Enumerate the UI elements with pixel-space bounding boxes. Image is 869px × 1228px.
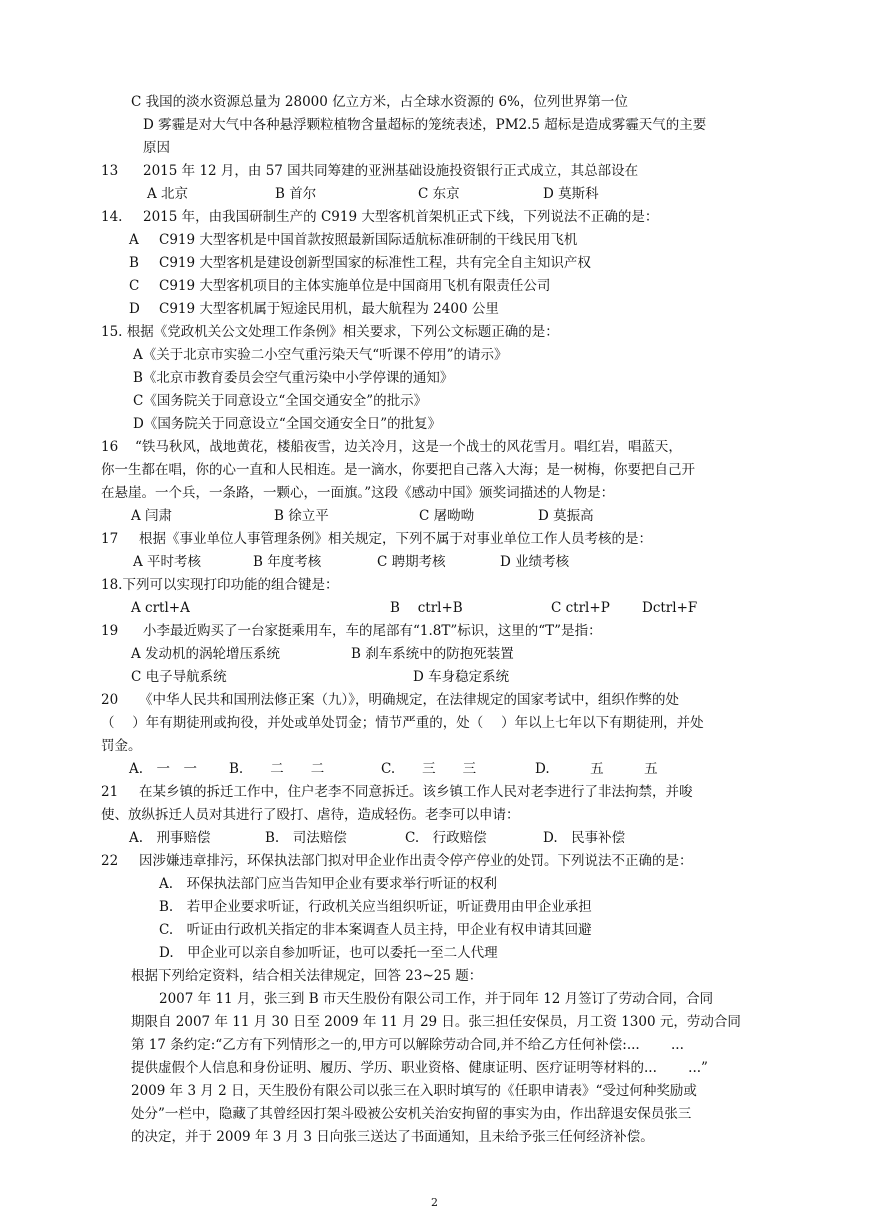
q21-option-a: A. 刑事赔偿 [129, 830, 211, 846]
q15-stem: 15. 根据《党政机关公文处理工作条例》相关要求，下列公文标题正确的是： [101, 324, 559, 340]
q22-number: 22 [101, 853, 119, 869]
q21-option-d: D. 民事补偿 [543, 830, 626, 846]
q14-option-a: C919 大型客机是中国首款按照最新国际适航标准研制的干线民用飞机 [159, 232, 578, 248]
q22-option-b: B. 若甲企业要求听证，行政机关应当组织听证，听证费用由甲企业承担 [159, 899, 592, 915]
material-line3: 第 17 条约定:“乙方有下列情形之一的,甲方可以解除劳动合同,并不给乙方任何补偿:... ... [131, 1037, 684, 1053]
q20-line3: 罚金。 [101, 738, 142, 754]
page-number: 2 [431, 1196, 438, 1209]
material-line6: 处分”一栏中，隐藏了其曾经因打架斗殴被公安机关治安拘留的事实为由，作出辞退安保员张三 [131, 1106, 692, 1122]
q14-option-d: C919 大型客机属于短途民用机，最大航程为 2400 公里 [159, 301, 499, 317]
q19-option-b: B 刹车系统中的防抱死装置 [351, 646, 514, 662]
q15-option-c: C《国务院关于同意设立“全国交通安全”的批示》 [133, 393, 428, 409]
q16-option-c: C 屠呦呦 [419, 508, 475, 524]
q13-option-b: B 首尔 [275, 186, 317, 202]
q20-option-d: D. 五 五 [535, 761, 658, 777]
q18-option-d: Dctrl+F [642, 600, 698, 616]
q20-option-c: C. 三 三 [381, 761, 477, 777]
q13-option-a: A 北京 [147, 186, 189, 202]
q21-option-b: B. 司法赔偿 [265, 830, 347, 846]
q12-option-d-line1: D 雾霾是对大气中各种悬浮颗粒植物含量超标的笼统表述，PM2.5 超标是造成雾霾天气的主要 [143, 117, 707, 133]
q13-option-d: D 莫斯科 [543, 186, 599, 202]
q14-number: 14. [101, 209, 123, 225]
q21-line1: 在某乡镇的拆迁工作中，住户老李不同意拆迁。该乡镇工作人民对老李进行了非法拘禁，并唆 [139, 784, 693, 800]
q16-line3: 在悬崖。一个兵，一条路，一颗心，一面旗。”这段《感动中国》颁奖词描述的人物是： [101, 485, 615, 501]
q20-option-b: B. 二 二 [229, 761, 325, 777]
q21-option-c: C. 行政赔偿 [405, 830, 487, 846]
q16-option-b: B 徐立平 [274, 508, 329, 524]
q14-option-b: C919 大型客机是建设创新型国家的标准性工程，共有完全自主知识产权 [159, 255, 591, 271]
q17-option-c: C 聘期考核 [377, 554, 446, 570]
q20-number: 20 [101, 692, 119, 708]
q19-stem: 小李最近购买了一台家挺乘用车，车的尾部有“1.8T”标识，这里的“T”是指： [143, 623, 602, 639]
q22-option-d: D. 甲企业可以亲自参加听证，也可以委托一至二人代理 [159, 945, 498, 961]
q14-option-d-letter: D [129, 301, 140, 317]
q14-option-c-letter: C [129, 278, 140, 294]
q19-option-d: D 车身稳定系统 [413, 669, 510, 685]
q16-option-d: D 莫振高 [538, 508, 594, 524]
q17-option-a: A 平时考核 [133, 554, 202, 570]
material-line1: 2007 年 11 月，张三到 B 市天生股份有限公司工作，并于同年 12 月签订了劳动合同，合同 [159, 991, 714, 1007]
q12-option-d-line2: 原因 [143, 140, 170, 156]
q18-option-c: C ctrl+P [551, 600, 610, 616]
q19-number: 19 [101, 623, 119, 639]
q20-line2: （ ）年有期徒刑或拘役，并处或单处罚金；情节严重的，处（ ）年以上七年以下有期徒刑，并处 [101, 715, 704, 731]
q13-stem: 2015 年 12 月，由 57 国共同筹建的亚洲基础设施投资银行正式成立，其总部设在 [143, 163, 639, 179]
q16-line2: 你一生都在唱，你的心一直和人民相连。是一滴水，你要把自己落入大海；是一树梅，你要把自己开 [101, 462, 695, 478]
q17-stem: 根据《事业单位人事管理条例》相关规定，下列不属于对事业单位工作人员考核的是： [139, 531, 652, 547]
q22-stem: 因涉嫌违章排污，环保执法部门拟对甲企业作出责令停产停业的处罚。下列说法不正确的是： [139, 853, 693, 869]
q16-option-a: A 闫肃 [131, 508, 173, 524]
q14-option-b-letter: B [129, 255, 139, 271]
q14-option-c: C919 大型客机项目的主体实施单位是中国商用飞机有限责任公司 [159, 278, 551, 294]
q21-line2: 使、放纵拆迁人员对其进行了殴打、虐待，造成轻伤。老李可以申请： [101, 807, 520, 823]
material-line4: 提供虚假个人信息和身份证明、履历、学历、职业资格、健康证明、医疗证明等材料的... ...” [131, 1060, 708, 1076]
q22-option-c: C. 听证由行政机关指定的非本案调查人员主持，甲企业有权申请其回避 [159, 922, 592, 938]
q19-option-a: A 发动机的涡轮增压系统 [131, 646, 281, 662]
q17-option-d: D 业绩考核 [500, 554, 570, 570]
q14-option-a-letter: A [129, 232, 139, 248]
q13-number: 13 [101, 163, 119, 179]
material-line5: 2009 年 3 月 2 日，天生股份有限公司以张三在入职时填写的《任职申请表》“受过何种奖励或 [131, 1083, 697, 1099]
q22-option-a: A. 环保执法部门应当告知甲企业有要求举行听证的权利 [159, 876, 498, 892]
q20-line1: 《中华人民共和国刑法修正案（九）》，明确规定，在法律规定的国家考试中，组织作弊的处 [139, 692, 679, 708]
q21-number: 21 [101, 784, 119, 800]
q16-line1: “铁马秋风，战地黄花，楼船夜雪，边关冷月，这是一个战士的风花雪月。唱红岩，唱蓝天， [135, 439, 682, 455]
q14-stem: 2015 年，由我国研制生产的 C919 大型客机首架机正式下线，下列说法不正确的是： [143, 209, 659, 225]
q17-option-b: B 年度考核 [253, 554, 322, 570]
q19-option-c: C 电子导航系统 [131, 669, 227, 685]
q17-number: 17 [101, 531, 119, 547]
q20-option-a: A. 一 一 [129, 761, 198, 777]
q12-option-c: C 我国的淡水资源总量为 28000 亿立方米，占全球水资源的 6%，位列世界第一位 [131, 94, 628, 110]
q18-option-b: B ctrl+B [390, 600, 463, 616]
q15-option-d: D《国务院关于同意设立“全国交通安全日”的批复》 [133, 416, 442, 432]
q18-option-a: A crtl+A [131, 600, 190, 616]
q15-option-a: A《关于北京市实验二小空气重污染天气“听课不停用”的请示》 [133, 347, 508, 363]
q15-option-b: B《北京市教育委员会空气重污染中小学停课的通知》 [133, 370, 454, 386]
material-line7: 的决定，并于 2009 年 3 月 3 日向张三送达了书面通知，且未给予张三任何经济补偿。 [131, 1129, 654, 1145]
material-intro: 根据下列给定资料，结合相关法律规定，回答 23~25 题： [131, 968, 483, 984]
q13-option-c: C 东京 [418, 186, 460, 202]
material-line2: 期限自 2007 年 11 月 30 日至 2009 年 11 月 29 日。张三担任安保员，月工资 1300 元，劳动合同 [131, 1014, 741, 1030]
q16-number: 16 [101, 439, 119, 455]
q18-stem: 18.下列可以实现打印功能的组合键是： [101, 577, 339, 593]
